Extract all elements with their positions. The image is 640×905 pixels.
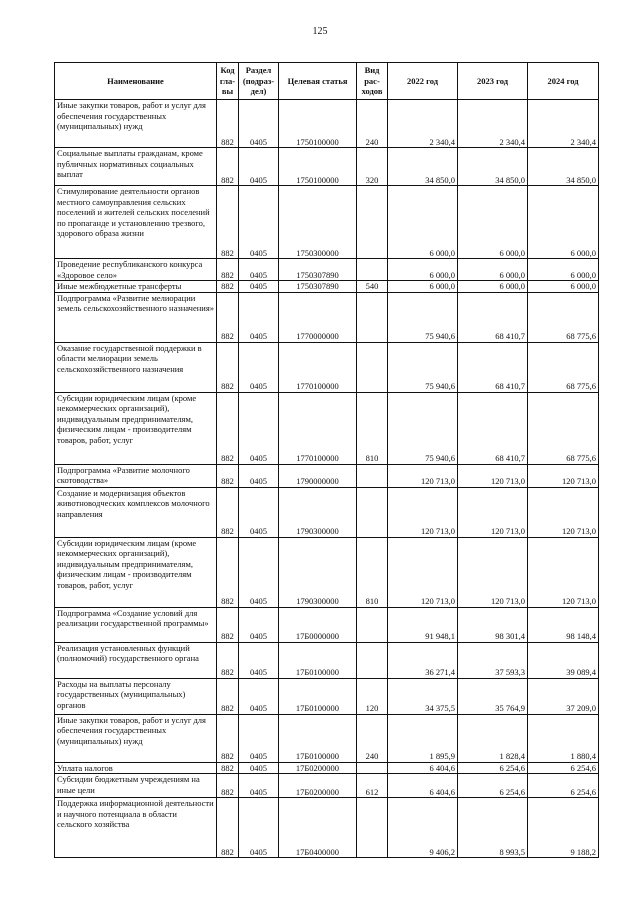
table-header-row <box>55 63 599 100</box>
row-value-2024: 1 880,4 <box>528 714 599 762</box>
row-section: 0405 <box>239 714 279 762</box>
header-type: Вид рас- ходов <box>357 63 388 100</box>
row-code: 882 <box>217 148 239 186</box>
row-name: Проведение республиканского конкурса «Здоровое село» <box>55 259 217 281</box>
row-section: 0405 <box>239 487 279 537</box>
row-type: 120 <box>357 678 388 714</box>
row-name: Подпрограмма «Создание условий для реализации государственной программы» <box>55 607 217 642</box>
row-value-2022: 91 948,1 <box>388 607 458 642</box>
row-target: 1790300000 <box>279 487 357 537</box>
table-row <box>55 292 599 342</box>
row-value-2023: 68 410,7 <box>458 292 528 342</box>
row-section: 0405 <box>239 186 279 259</box>
row-value-2023: 120 713,0 <box>458 537 528 607</box>
row-type: 540 <box>357 281 388 293</box>
row-value-2023: 6 000,0 <box>458 281 528 293</box>
row-value-2024: 6 000,0 <box>528 259 599 281</box>
header-section: Раздел (подраз- дел) <box>239 63 279 100</box>
table-row <box>55 798 599 858</box>
table-row <box>55 642 599 678</box>
row-name: Реализация установленных функций (полномочий) государственного органа <box>55 642 217 678</box>
budget-table <box>54 62 599 858</box>
row-value-2022: 6 404,6 <box>388 762 458 774</box>
row-target: 1750307890 <box>279 259 357 281</box>
row-value-2023: 8 993,5 <box>458 798 528 858</box>
row-target: 1770100000 <box>279 342 357 392</box>
row-value-2023: 6 000,0 <box>458 186 528 259</box>
row-value-2024: 9 188,2 <box>528 798 599 858</box>
page-number: 125 <box>312 26 328 37</box>
row-value-2022: 6 000,0 <box>388 259 458 281</box>
table-row <box>55 487 599 537</box>
row-name: Подпрограмма «Развитие мелиорации земель сельскохозяйственного назначения» <box>55 292 217 342</box>
row-target: 17Б0100000 <box>279 714 357 762</box>
row-section: 0405 <box>239 281 279 293</box>
row-code: 882 <box>217 281 239 293</box>
table-row <box>55 342 599 392</box>
row-code: 882 <box>217 642 239 678</box>
row-target: 17Б0200000 <box>279 774 357 798</box>
row-code: 882 <box>217 100 239 148</box>
table-row <box>55 607 599 642</box>
row-value-2024: 98 148,4 <box>528 607 599 642</box>
row-value-2022: 6 000,0 <box>388 281 458 293</box>
row-section: 0405 <box>239 774 279 798</box>
row-value-2022: 6 404,6 <box>388 774 458 798</box>
header-2024: 2024 год <box>528 63 599 100</box>
row-type: 240 <box>357 100 388 148</box>
row-name: Иные закупки товаров, работ и услуг для обеспечения государственных (муниципальных) нужд <box>55 100 217 148</box>
row-value-2022: 2 340,4 <box>388 100 458 148</box>
table-row <box>55 714 599 762</box>
row-code: 882 <box>217 714 239 762</box>
row-value-2023: 6 254,6 <box>458 762 528 774</box>
row-value-2022: 75 940,6 <box>388 292 458 342</box>
row-target: 1750100000 <box>279 148 357 186</box>
row-target: 17Б0100000 <box>279 642 357 678</box>
row-code: 882 <box>217 186 239 259</box>
row-value-2024: 6 000,0 <box>528 281 599 293</box>
row-value-2023: 120 713,0 <box>458 464 528 487</box>
row-value-2022: 6 000,0 <box>388 186 458 259</box>
row-value-2022: 120 713,0 <box>388 464 458 487</box>
row-value-2022: 9 406,2 <box>388 798 458 858</box>
row-code: 882 <box>217 392 239 464</box>
row-value-2023: 68 410,7 <box>458 342 528 392</box>
row-type <box>357 607 388 642</box>
table-row <box>55 148 599 186</box>
row-target: 17Б0100000 <box>279 678 357 714</box>
row-code: 882 <box>217 774 239 798</box>
table-row <box>55 762 599 774</box>
table-row <box>55 464 599 487</box>
row-value-2022: 1 895,9 <box>388 714 458 762</box>
table-row <box>55 281 599 293</box>
row-type <box>357 342 388 392</box>
row-section: 0405 <box>239 392 279 464</box>
row-section: 0405 <box>239 537 279 607</box>
row-code: 882 <box>217 342 239 392</box>
row-name: Иные межбюджетные трансферты <box>55 281 217 293</box>
row-type <box>357 292 388 342</box>
row-code: 882 <box>217 678 239 714</box>
row-value-2024: 6 254,6 <box>528 774 599 798</box>
row-value-2023: 6 254,6 <box>458 774 528 798</box>
row-section: 0405 <box>239 464 279 487</box>
row-value-2022: 75 940,6 <box>388 342 458 392</box>
row-section: 0405 <box>239 762 279 774</box>
row-type <box>357 762 388 774</box>
header-name: Наименование <box>55 63 217 100</box>
row-section: 0405 <box>239 148 279 186</box>
row-target: 1790300000 <box>279 537 357 607</box>
row-name: Оказание государственной поддержки в области мелиорации земель сельскохозяйственного назначения <box>55 342 217 392</box>
row-type <box>357 464 388 487</box>
row-value-2024: 68 775,6 <box>528 342 599 392</box>
row-value-2024: 6 254,6 <box>528 762 599 774</box>
row-name: Создание и модернизация объектов животноводческих комплексов молочного направления <box>55 487 217 537</box>
row-target: 1770100000 <box>279 392 357 464</box>
row-value-2024: 37 209,0 <box>528 678 599 714</box>
row-value-2022: 34 850,0 <box>388 148 458 186</box>
header-code: Код гла- вы <box>217 63 239 100</box>
row-value-2023: 34 850,0 <box>458 148 528 186</box>
row-value-2022: 34 375,5 <box>388 678 458 714</box>
table-row <box>55 774 599 798</box>
row-value-2022: 36 271,4 <box>388 642 458 678</box>
row-target: 1770000000 <box>279 292 357 342</box>
row-code: 882 <box>217 537 239 607</box>
row-value-2024: 39 089,4 <box>528 642 599 678</box>
row-value-2024: 68 775,6 <box>528 392 599 464</box>
row-name: Подпрограмма «Развитие молочного скотоводства» <box>55 464 217 487</box>
table-row <box>55 678 599 714</box>
table-row <box>55 537 599 607</box>
row-type: 810 <box>357 392 388 464</box>
row-code: 882 <box>217 798 239 858</box>
row-section: 0405 <box>239 100 279 148</box>
row-value-2022: 75 940,6 <box>388 392 458 464</box>
row-value-2023: 6 000,0 <box>458 259 528 281</box>
row-section: 0405 <box>239 798 279 858</box>
row-value-2024: 2 340,4 <box>528 100 599 148</box>
row-name: Субсидии юридическим лицам (кроме некоммерческих организаций), индивидуальным предпринимателям, физическим лицам - производителям товаров, работ, услуг <box>55 392 217 464</box>
row-value-2023: 2 340,4 <box>458 100 528 148</box>
row-name: Стимулирование деятельности органов местного самоуправления сельских поселений и жителей сельских поселений по пропаганде и установлению трезвого, здорового образа жизни <box>55 186 217 259</box>
row-type <box>357 259 388 281</box>
row-type <box>357 798 388 858</box>
row-value-2023: 98 301,4 <box>458 607 528 642</box>
header-2023: 2023 год <box>458 63 528 100</box>
header-2022: 2022 год <box>388 63 458 100</box>
row-value-2023: 1 828,4 <box>458 714 528 762</box>
row-section: 0405 <box>239 342 279 392</box>
row-value-2024: 120 713,0 <box>528 487 599 537</box>
row-value-2024: 120 713,0 <box>528 537 599 607</box>
row-type: 240 <box>357 714 388 762</box>
row-target: 1790000000 <box>279 464 357 487</box>
row-section: 0405 <box>239 607 279 642</box>
row-target: 1750300000 <box>279 186 357 259</box>
row-type <box>357 186 388 259</box>
row-code: 882 <box>217 259 239 281</box>
row-code: 882 <box>217 487 239 537</box>
table-row <box>55 186 599 259</box>
table-row <box>55 259 599 281</box>
row-type <box>357 642 388 678</box>
row-section: 0405 <box>239 642 279 678</box>
row-value-2024: 68 775,6 <box>528 292 599 342</box>
row-target: 1750100000 <box>279 100 357 148</box>
row-value-2022: 120 713,0 <box>388 537 458 607</box>
row-target: 17Б0400000 <box>279 798 357 858</box>
row-section: 0405 <box>239 678 279 714</box>
row-value-2024: 120 713,0 <box>528 464 599 487</box>
row-type: 612 <box>357 774 388 798</box>
row-name: Субсидии бюджетным учреждениям на иные цели <box>55 774 217 798</box>
row-value-2024: 34 850,0 <box>528 148 599 186</box>
row-type: 320 <box>357 148 388 186</box>
row-name: Расходы на выплаты персоналу государственных (муниципальных) органов <box>55 678 217 714</box>
row-section: 0405 <box>239 259 279 281</box>
row-value-2023: 120 713,0 <box>458 487 528 537</box>
header-target: Целевая статья <box>279 63 357 100</box>
row-type <box>357 487 388 537</box>
row-code: 882 <box>217 292 239 342</box>
row-type: 810 <box>357 537 388 607</box>
row-value-2022: 120 713,0 <box>388 487 458 537</box>
row-target: 1750307890 <box>279 281 357 293</box>
row-target: 17Б0000000 <box>279 607 357 642</box>
table-row <box>55 100 599 148</box>
row-value-2023: 37 593,3 <box>458 642 528 678</box>
row-name: Социальные выплаты гражданам, кроме публичных нормативных социальных выплат <box>55 148 217 186</box>
row-section: 0405 <box>239 292 279 342</box>
row-code: 882 <box>217 762 239 774</box>
row-name: Поддержка информационной деятельности и научного потенциала в области сельского хозяйства <box>55 798 217 858</box>
row-name: Уплата налогов <box>55 762 217 774</box>
row-code: 882 <box>217 464 239 487</box>
row-name: Субсидии юридическим лицам (кроме некоммерческих организаций), индивидуальным предпринимателям, физическим лицам - производителям товаров, работ, услуг <box>55 537 217 607</box>
row-name: Иные закупки товаров, работ и услуг для обеспечения государственных (муниципальных) нужд <box>55 714 217 762</box>
row-value-2023: 68 410,7 <box>458 392 528 464</box>
row-target: 17Б0200000 <box>279 762 357 774</box>
row-value-2024: 6 000,0 <box>528 186 599 259</box>
row-value-2023: 35 764,9 <box>458 678 528 714</box>
row-code: 882 <box>217 607 239 642</box>
table-row <box>55 392 599 464</box>
